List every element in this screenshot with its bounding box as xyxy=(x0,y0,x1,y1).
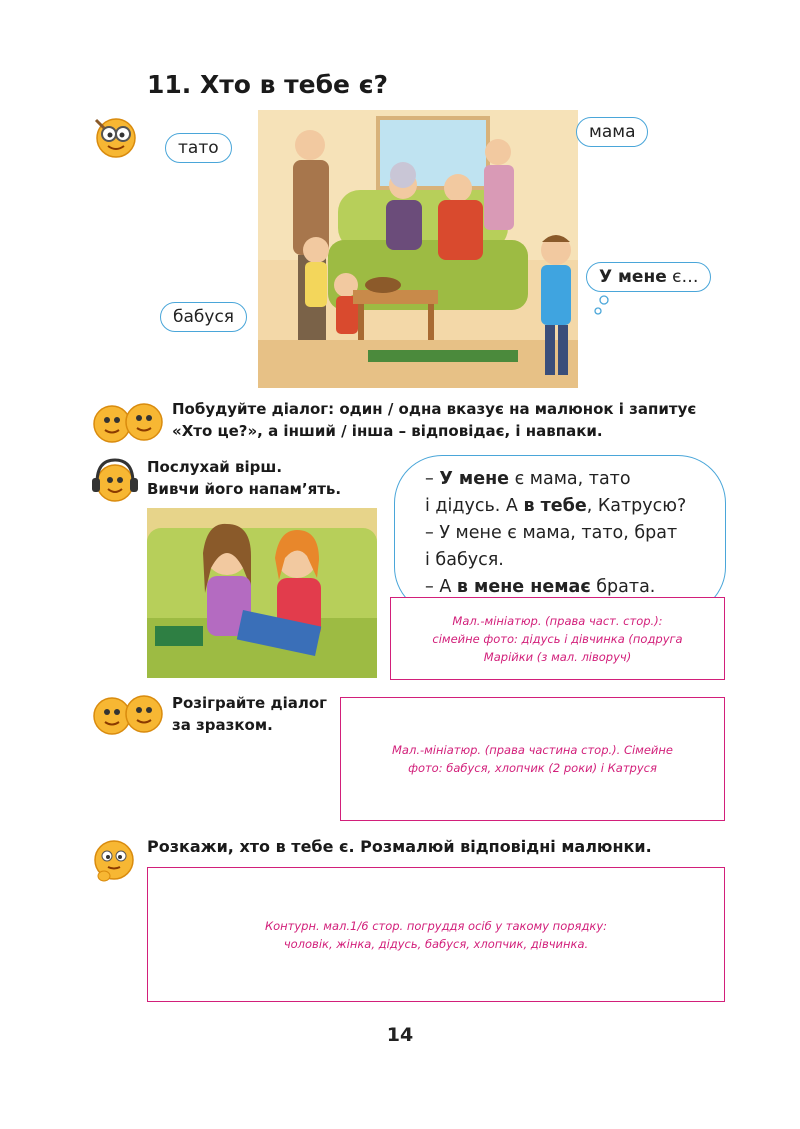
bubble-u-mene-bold: У мене xyxy=(599,267,667,287)
poem-line-1-dash: – xyxy=(425,469,440,489)
placeholder-1-line-1: Мал.-мініатюр. (права част. стор.): xyxy=(452,613,663,628)
thinking-emoji-icon xyxy=(90,836,138,888)
family-illustration xyxy=(258,110,578,388)
poem-cloud xyxy=(394,455,726,615)
task-roleplay-line1: Розіграйте діалог xyxy=(172,694,327,712)
magnifier-emoji-icon xyxy=(90,112,138,160)
task-dialog-line2: «Хто це?», а інший / інша – відповідає, і навпаки. xyxy=(172,422,603,440)
image-placeholder-3 xyxy=(147,867,725,1002)
poem-line-1-bold: У мене xyxy=(439,469,510,489)
poem-line-3: – У мене є мама, тато, брат xyxy=(425,523,678,543)
task-listen-line1: Послухай вірш. xyxy=(147,458,283,476)
image-placeholder-2 xyxy=(340,697,725,821)
poem-line-1 xyxy=(425,466,725,493)
image-placeholder-1 xyxy=(390,597,725,680)
thought-dots xyxy=(590,294,614,318)
poem-line-2-rest: , Катрусю? xyxy=(586,496,687,516)
bubble-mama: мама xyxy=(576,117,648,147)
placeholder-1-line-3: Марійки (з мал. ліворуч) xyxy=(483,649,632,664)
poem-line-5-pre: – А xyxy=(425,577,457,597)
page-title: 11. Хто в тебе є? xyxy=(147,70,389,99)
placeholder-3-line-2: чоловік, жінка, дідусь, бабуся, хлопчик, дівчинка. xyxy=(283,936,589,951)
task-listen-line2: Вивчи його напам’ять. xyxy=(147,480,342,498)
bubble-u-mene xyxy=(586,262,711,292)
page-number: 14 xyxy=(386,1024,414,1046)
poem-line-4: і бабуся. xyxy=(425,550,504,570)
bubble-babusia: бабуся xyxy=(160,302,247,332)
placeholder-2-line-1: Мал.-мініатюр. (права частина стор.). Сімейне xyxy=(392,743,673,757)
task-dialog-line1: Побудуйте діалог: один / одна вказує на малюнок і запитує xyxy=(172,400,697,418)
poem-line-5-rest: брата. xyxy=(590,577,656,597)
poem-line-2-pre: і дідусь. А xyxy=(425,496,524,516)
bubble-u-mene-rest: є… xyxy=(672,267,699,287)
task-tell: Розкажи, хто в тебе є. Розмалюй відповідні малюнки. xyxy=(147,837,652,856)
placeholder-1-line-2: сімейне фото: дідусь і дівчинка (подруга xyxy=(432,631,683,646)
poem-line-2 xyxy=(425,493,725,520)
placeholder-3-line-1: Контурн. мал.1/6 стор. погруддя осіб у такому порядку: xyxy=(264,918,608,933)
poem-line-2-bold: в тебе xyxy=(523,496,587,516)
two-emoji-icon xyxy=(90,398,168,450)
poem-line-1-rest: є мама, тато xyxy=(509,469,631,489)
two-emoji-icon-2 xyxy=(90,690,168,742)
headphones-emoji-icon xyxy=(90,456,140,504)
task-roleplay-line2: за зразком. xyxy=(172,716,273,734)
placeholder-2-line-2: фото: бабуся, хлопчик (2 роки) і Катруся xyxy=(408,761,657,775)
poem-line-5-bold: в мене немає xyxy=(456,577,591,597)
bubble-tato: тато xyxy=(165,133,232,163)
girls-illustration xyxy=(147,508,377,678)
